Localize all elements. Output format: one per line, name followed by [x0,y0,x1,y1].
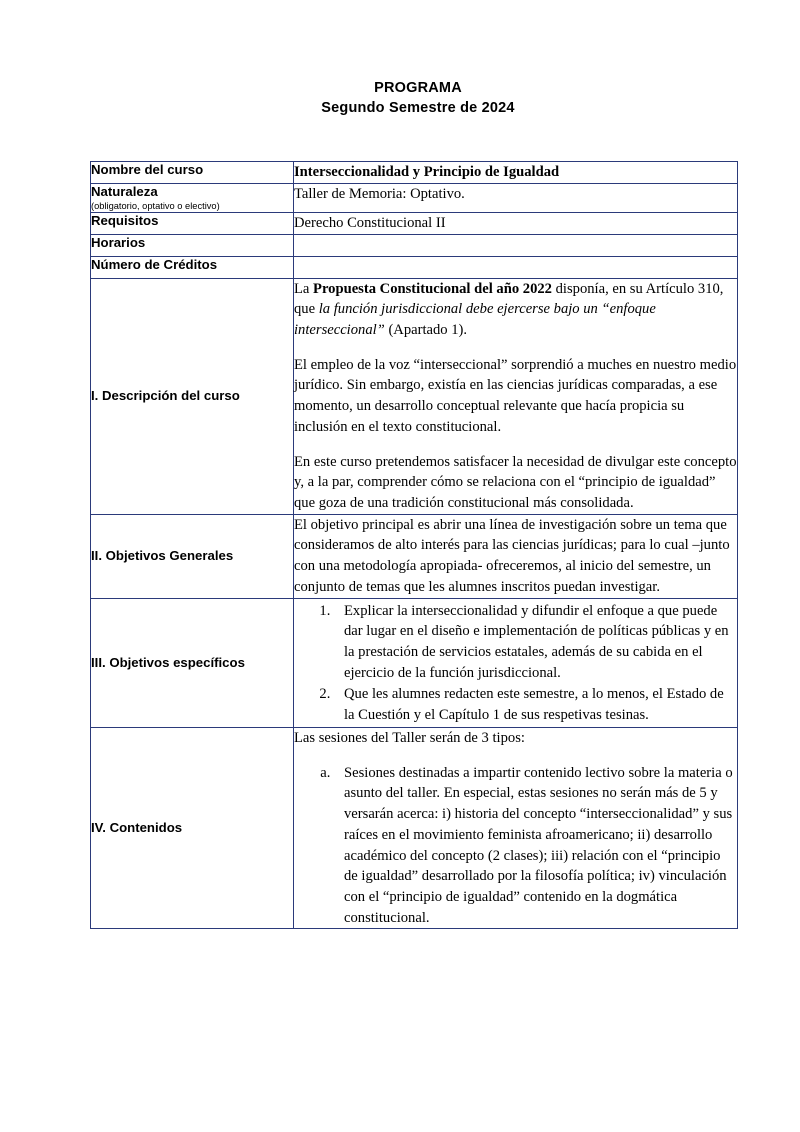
paragraph: El objetivo principal es abrir una línea de investigación sobre un tema que consideramos de alto interés para las ciencias jurídicas; para lo cual –junto con una metodología apropiada- ofreceremos, al inicio del semestre, un conjunto de temas que les alumnes inscritos puedan investigar. [294,516,730,595]
program-table [90,161,738,929]
page-title [98,78,738,118]
row-value-naturaleza: Taller de Memoria: Optativo. [294,183,738,213]
row-label-objetivos-especificos: III. Objetivos específicos [91,598,294,727]
contenidos-list [294,763,737,929]
table-row [91,727,738,928]
row-label-contenidos: IV. Contenidos [91,727,294,928]
table-row [91,598,738,727]
paragraph: En este curso pretendemos satisfacer la necesidad de divulgar este concepto y, a la par, comprender cómo se relaciona con el “principio de igualdad” que goza de una tradición constitucional más consolidada. [294,453,737,511]
table-row [91,162,738,184]
row-label-objetivos-generales: II. Objetivos Generales [91,514,294,598]
row-label-horarios: Horarios [91,235,294,257]
row-label-descripcion-del-curso: I. Descripción del curso [91,278,294,514]
row-value-contenidos [294,727,738,928]
title-line-2: Segundo Semestre de 2024 [321,100,515,116]
row-label-numero-de-creditos: Número de Créditos [91,256,294,278]
row-label-requisitos: Requisitos [91,213,294,235]
row-value-objetivos-especificos [294,598,738,727]
row-value-objetivos-generales [294,514,738,598]
row-value-nombre-del-curso [294,162,738,184]
table-row [91,278,738,514]
course-name-text: Interseccionalidad y Principio de Igualdad [294,164,560,180]
table-row [91,213,738,235]
row-label-naturaleza: Naturaleza (obligatorio, optativo o electivo) [91,183,294,213]
row-sublabel-naturaleza: (obligatorio, optativo o electivo) [91,201,220,212]
table-row [91,256,738,278]
row-value-descripcion-del-curso [294,278,738,514]
row-value-requisitos: Derecho Constitucional II [294,213,738,235]
objectives-list [294,601,737,726]
table-row [91,183,738,213]
paragraph: La Propuesta Constitucional del año 2022 disponía, en su Artículo 310, que la función jurisdiccional debe ejercerse bajo un “enfoque interseccional” (Apartado 1). [294,280,724,338]
table-row [91,514,738,598]
paragraph: El empleo de la voz “interseccional” sorprendió a muches en nuestro medio jurídico. Sin embargo, existía en las ciencias jurídicas comparadas, a ese momento, un desarrollo conceptual relevante que hacía propicia su inclusión en el texto constitucional. [294,356,737,435]
contenidos-intro: Las sesiones del Taller serán de 3 tipos: [294,729,525,746]
row-label-nombre-del-curso: Nombre del curso [91,162,294,184]
title-line-1: PROGRAMA [374,80,462,96]
row-value-numero-de-creditos [294,256,738,278]
list-item: 1. Explicar la interseccionalidad y difundir el enfoque a que puede dar lugar en el diseño e implementación de políticas públicas y en la prestación de servicios estatales, además de su cabida en el ejercicio de la función jurisdiccional. [334,601,737,684]
row-value-horarios [294,235,738,257]
list-item: 2. Que les alumnes redacten este semestre, a lo menos, el Estado de la Cuestión y el Capítulo 1 de sus respetivas tesinas. [334,684,737,725]
list-item: a. Sesiones destinadas a impartir contenido lectivo sobre la materia o asunto del taller. En especial, estas sesiones no serán más de 5 y versarán acerca: i) historia del concepto “interseccionalidad” y sus raíces en el movimiento feminista afroamericano; ii) desarrollo académico del concepto (2 clases); iii) relación con el “principio de igualdad” desarrollado por la filosofía política; iv) vinculación con el “principio de igualdad” contenido en la dogmática constitucional. [334,763,737,929]
table-row [91,235,738,257]
